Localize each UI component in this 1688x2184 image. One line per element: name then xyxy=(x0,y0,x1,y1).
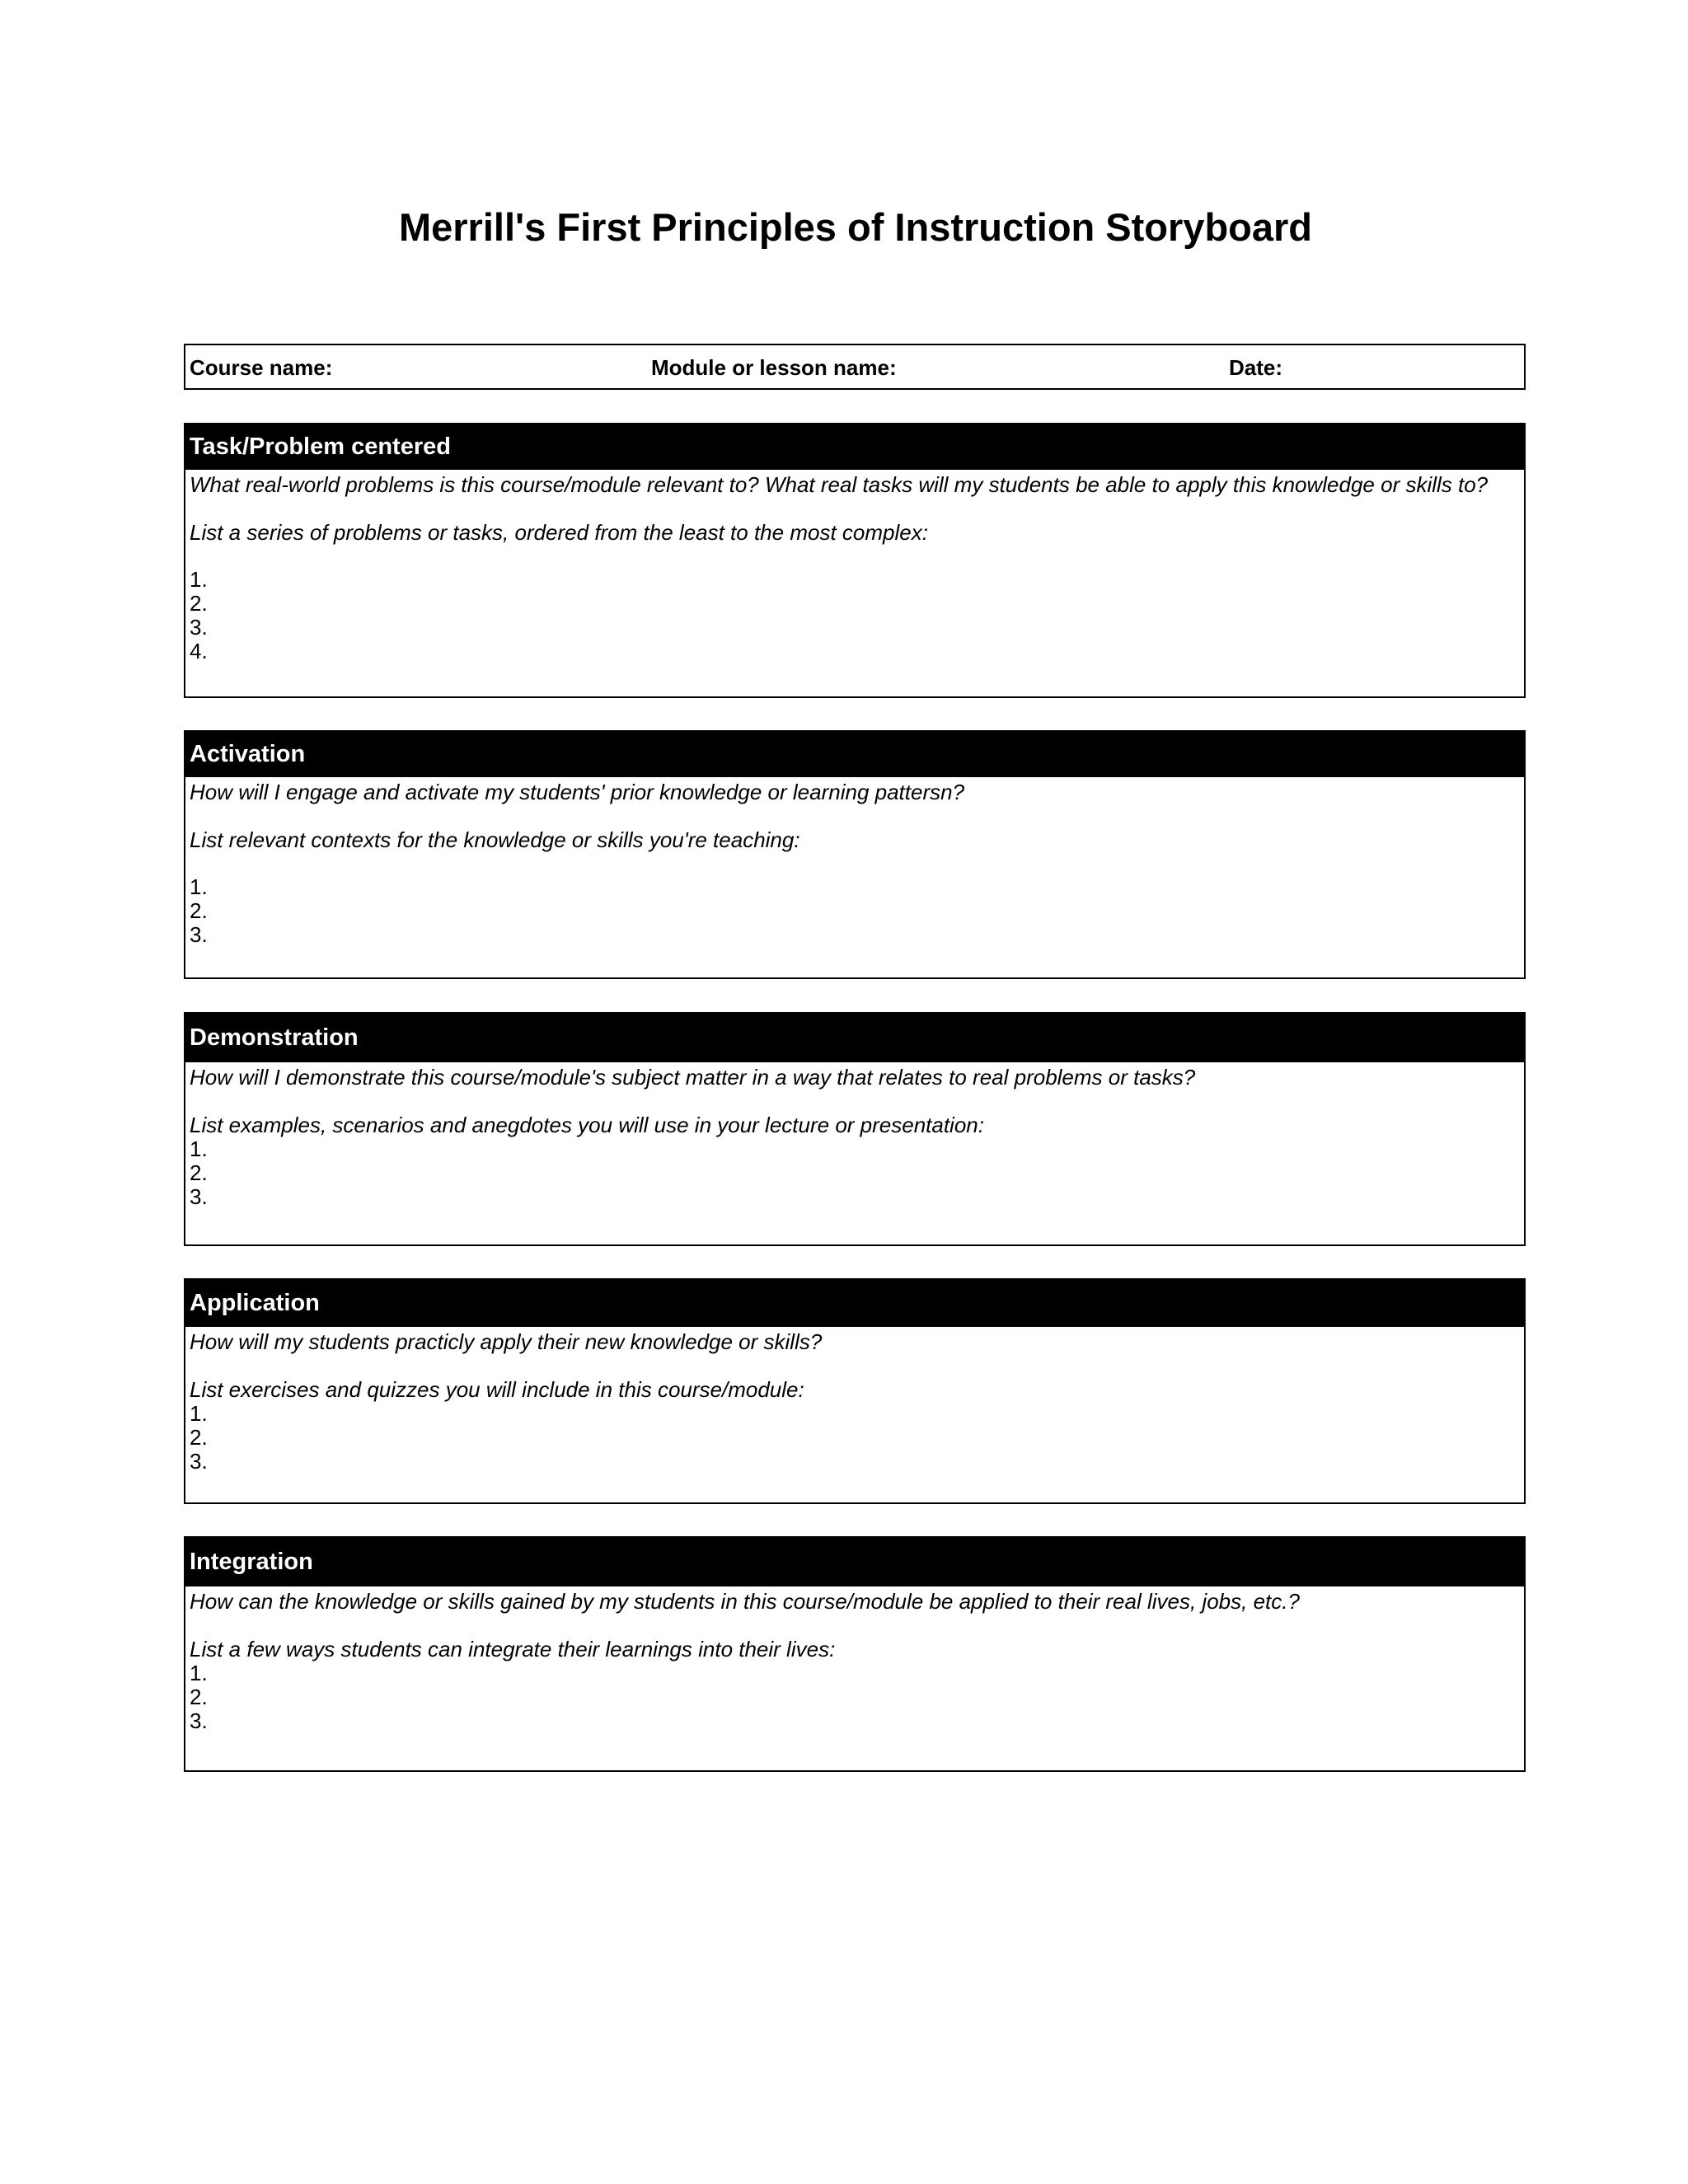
module-name-label: Module or lesson name: xyxy=(651,355,897,380)
list-item: 1. xyxy=(190,874,208,899)
section-instruction: List examples, scenarios and anegdotes you will use in your lecture or presentation: xyxy=(190,1113,984,1137)
section-demonstration xyxy=(184,1012,1526,1246)
list-item: 2. xyxy=(190,1425,208,1450)
page-title: Merrill's First Principles of Instruction Storyboard xyxy=(398,205,1313,249)
list-item: 1. xyxy=(190,1401,208,1426)
section-instruction: List a series of problems or tasks, ordered from the least to the most complex: xyxy=(190,520,928,545)
section-application xyxy=(184,1278,1526,1504)
list-item: 1. xyxy=(190,567,208,592)
list-item: 3. xyxy=(190,615,208,640)
section-instruction: List exercises and quizzes you will include in this course/module: xyxy=(190,1377,804,1402)
section-heading: Integration xyxy=(185,1538,1524,1586)
section-question: How can the knowledge or skills gained by my students in this course/module be applied to their real lives, jobs, etc.? xyxy=(190,1589,1300,1614)
list-item: 3. xyxy=(190,1184,208,1209)
list-item: 2. xyxy=(190,1685,208,1709)
section-question: How will my students practicly apply their new knowledge or skills? xyxy=(190,1329,823,1354)
section-question: How will I engage and activate my students' prior knowledge or learning pattersn? xyxy=(190,780,965,804)
list-item: 4. xyxy=(190,639,208,663)
section-integration xyxy=(184,1536,1526,1772)
date-label: Date: xyxy=(1229,355,1283,380)
list-item: 2. xyxy=(190,1160,208,1185)
section-instruction: List relevant contexts for the knowledge or skills you're teaching: xyxy=(190,827,800,852)
section-question: What real-world problems is this course/module relevant to? What real tasks will my students be able to apply this knowledge or skills to? xyxy=(190,472,1489,497)
section-activation xyxy=(184,730,1526,979)
list-item: 1. xyxy=(190,1661,208,1685)
section-instruction: List a few ways students can integrate their learnings into their lives: xyxy=(190,1637,836,1661)
section-task-problem-centered xyxy=(184,423,1526,698)
section-question: How will I demonstrate this course/module's subject matter in a way that relates to real problems or tasks? xyxy=(190,1065,1196,1090)
list-item: 3. xyxy=(190,1449,208,1474)
section-heading: Demonstration xyxy=(185,1014,1524,1062)
section-heading: Application xyxy=(185,1280,1524,1327)
list-item: 1. xyxy=(190,1137,208,1161)
list-item: 3. xyxy=(190,922,208,947)
section-heading: Task/Problem centered xyxy=(185,424,1524,470)
course-info-box xyxy=(184,344,1526,390)
list-item: 2. xyxy=(190,898,208,923)
list-item: 3. xyxy=(190,1708,208,1733)
section-heading: Activation xyxy=(185,732,1524,777)
list-item: 2. xyxy=(190,591,208,616)
course-name-label: Course name: xyxy=(190,355,333,380)
